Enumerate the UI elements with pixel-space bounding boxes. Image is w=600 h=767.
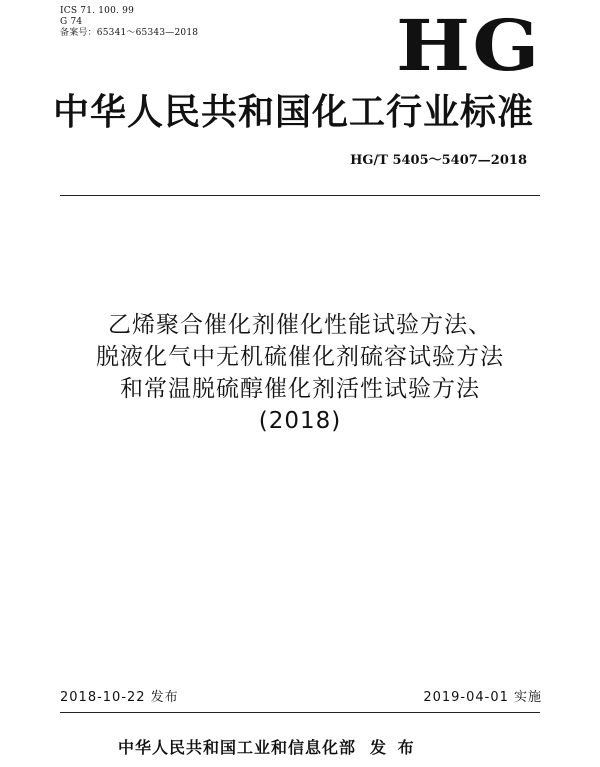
effective-date: 2019-04-01 实施	[423, 690, 542, 705]
standard-number: HG/T 5405～5407—2018	[350, 153, 527, 168]
bottom-divider	[60, 712, 540, 713]
publisher-name: 中华人民共和国工业和信息化部	[118, 738, 357, 757]
standard-category-title: 中华人民共和国化工行业标准	[53, 92, 535, 133]
ics-code: ICS 71. 100. 99	[60, 6, 134, 16]
top-divider	[60, 195, 540, 196]
issue-date: 2018-10-22 发布	[60, 690, 179, 705]
hg-logo: HG	[396, 4, 542, 87]
document-year: (2018)	[258, 408, 342, 434]
publisher	[118, 738, 417, 758]
publisher-action: 发 布	[370, 738, 417, 757]
document-title-line: 脱液化气中无机硫催化剂硫容试验方法	[96, 344, 504, 370]
document-title-line: 乙烯聚合催化剂催化性能试验方法、	[108, 312, 492, 338]
ccs-code: G 74	[60, 17, 83, 27]
filing-number: 备案号：65341～65343—2018	[60, 28, 199, 38]
document-title-line: 和常温脱硫醇催化剂活性试验方法	[120, 376, 480, 402]
